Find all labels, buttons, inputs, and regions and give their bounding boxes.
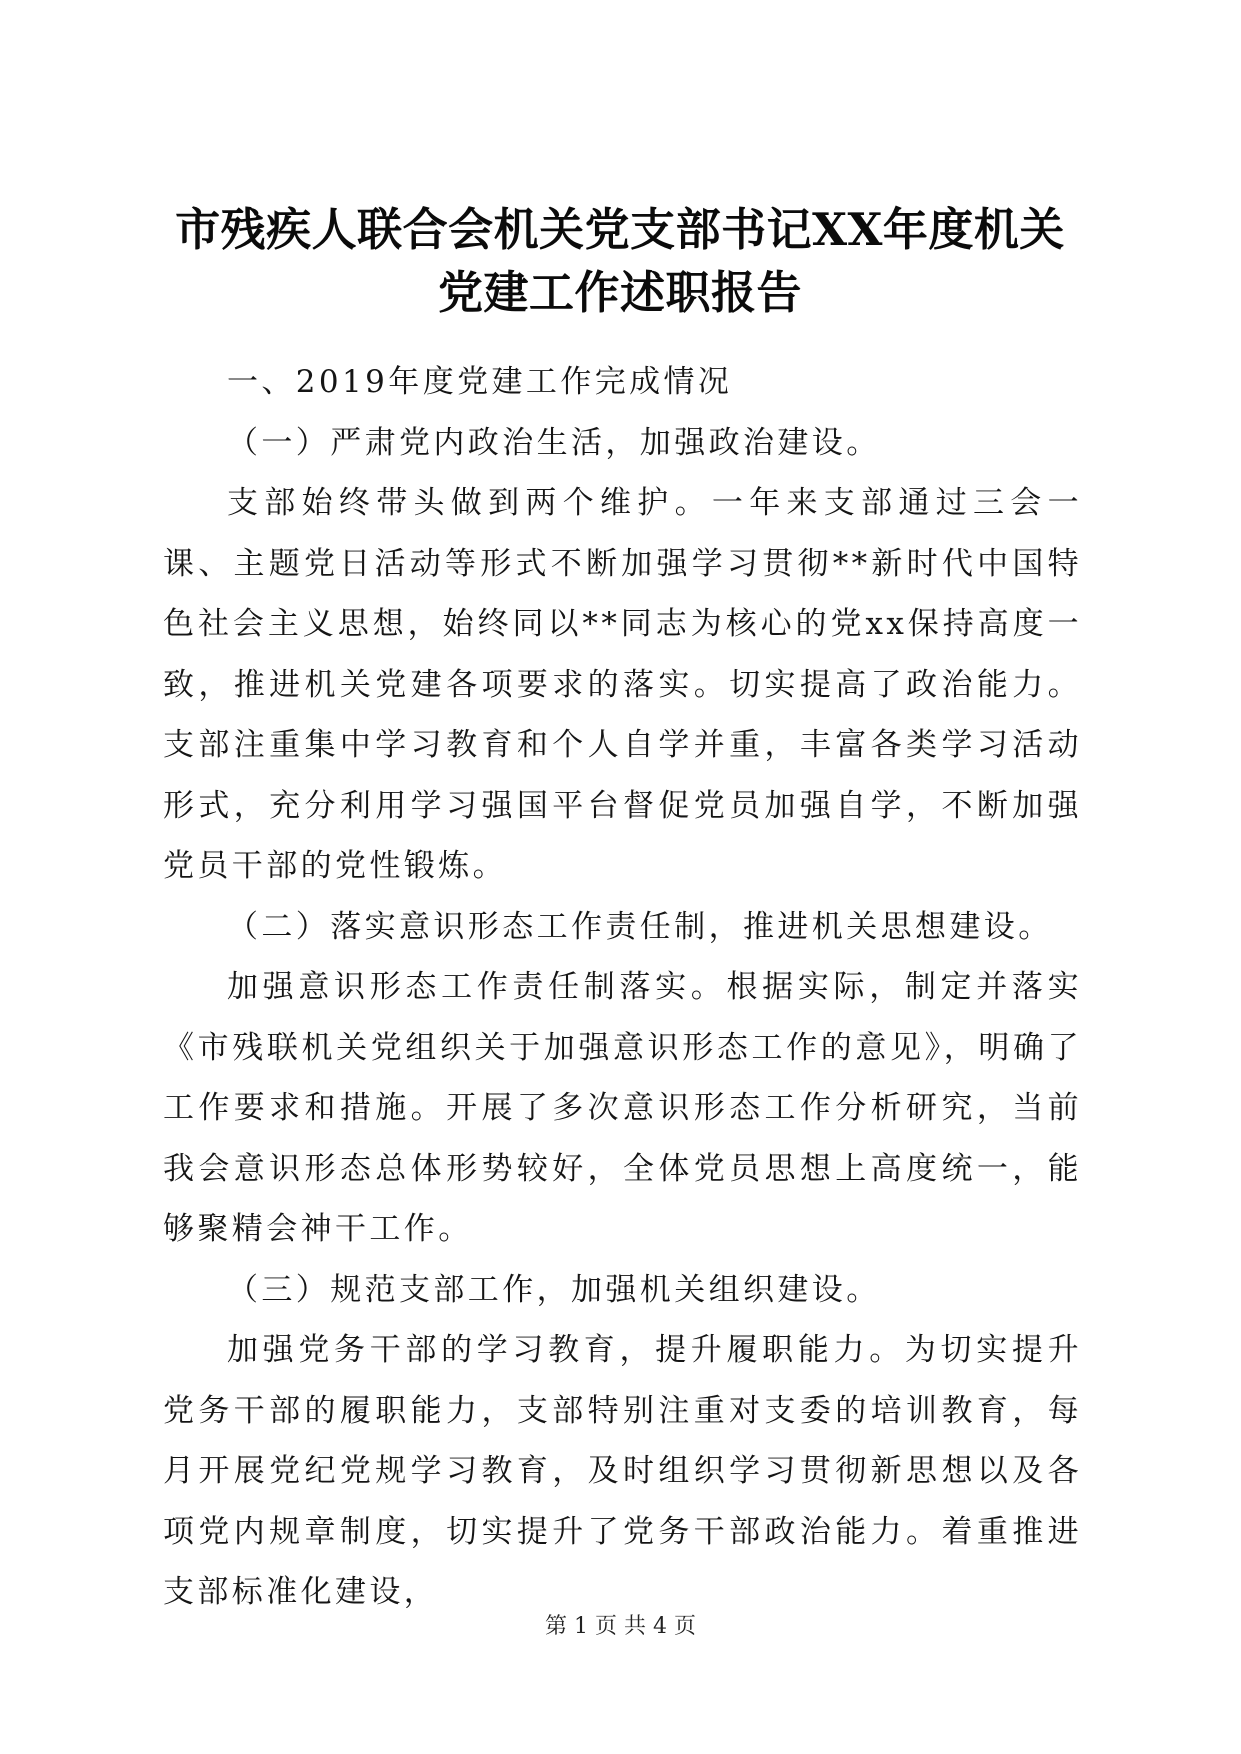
subsection-heading-2: （二）落实意识形态工作责任制，推进机关思想建设。	[227, 908, 1053, 945]
subsection-heading-1: （一）严肃党内政治生活，加强政治建设。	[227, 424, 881, 461]
document-title	[150, 198, 1090, 324]
section-heading-1: 一、2019年度党建工作完成情况	[227, 364, 733, 400]
body-paragraph-2: 加强意识形态工作责任制落实。根据实际，制定并落实《市残联机关党组织关于加强意识形态工作的意见》，明确了工作要求和措施。开展了多次意识形态工作分析研究，当前我会意识形态总体形势较好，全体党员思想上高度统一，能够聚精会神干工作。	[163, 969, 1082, 1247]
page-footer: 第 1 页 共 4 页	[545, 1614, 696, 1639]
document-body	[163, 352, 1082, 1623]
body-paragraph-3: 加强党务干部的学习教育，提升履职能力。为切实提升党务干部的履职能力，支部特别注重对支委的培训教育，每月开展党纪党规学习教育，及时组织学习贯彻新思想以及各项党内规章制度，切实提升了党务干部政治能力。着重推进支部标准化建设，	[163, 1332, 1082, 1610]
subsection-heading-3: （三）规范支部工作，加强机关组织建设。	[227, 1271, 881, 1308]
title-line-2: 党建工作述职报告	[437, 266, 802, 319]
title-line-1: 市残疾人联合会机关党支部书记XX年度机关	[175, 203, 1065, 256]
body-paragraph-1: 支部始终带头做到两个维护。一年来支部通过三会一课、主题党日活动等形式不断加强学习贯彻**新时代中国特色社会主义思想，始终同以**同志为核心的党xx保持高度一致，推进机关党建各项要求的落实。切实提高了政治能力。支部注重集中学习教育和个人自学并重，丰富各类学习活动形式，充分利用学习强国平台督促党员加强自学，不断加强党员干部的党性锻炼。	[163, 485, 1082, 884]
